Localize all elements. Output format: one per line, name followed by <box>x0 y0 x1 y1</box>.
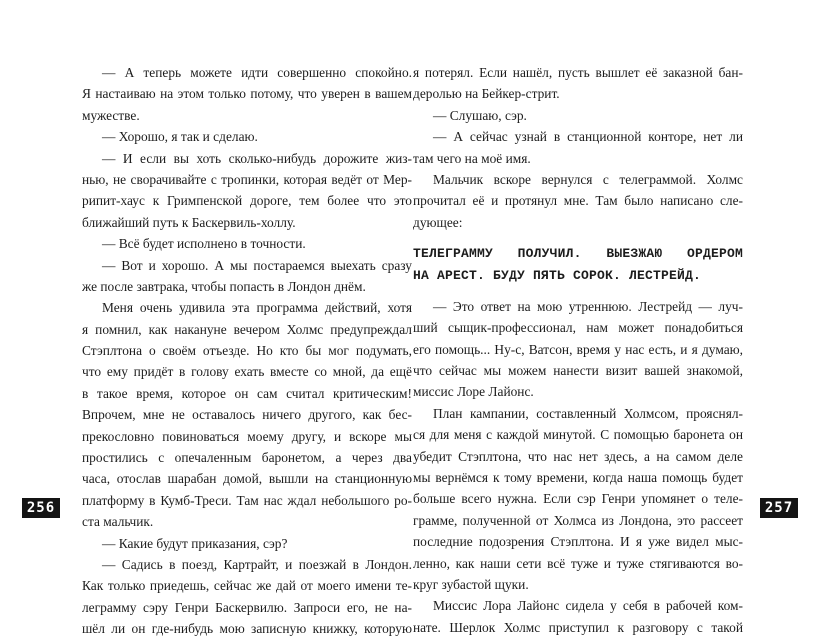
text-line: круг зубастой щуки. <box>413 576 529 592</box>
text-line: убедит Стэплтона, что нас нет здесь, а на самом деле <box>413 448 743 464</box>
text-line: прекословно повиноваться моему другу, и вскоре мы <box>82 428 412 444</box>
text-line: Впрочем, мне не оставалось ничего другого, как бес- <box>82 407 412 423</box>
left-page-number: 256 <box>22 498 60 518</box>
text-line: я потерял. Если нашёл, пусть вышлет её заказной бан- <box>413 65 743 80</box>
telegram-line: НА АРЕСТ. БУДУ ПЯТЬ СОРОК. ЛЕСТРЕЙД. <box>413 267 702 283</box>
text-line: ший сыщик-профессионал, нам может понадобиться <box>413 320 743 336</box>
text-line: — И если вы хоть сколько-нибудь дорожите жиз- <box>102 150 412 166</box>
text-line: его помощь... Ну-с, Ватсон, время у нас есть, и я думаю, <box>413 341 743 357</box>
text-line: простились с опечаленным баронетом, а через два <box>82 450 412 466</box>
text-line: — Хорошо, я так и сделаю. <box>102 129 258 145</box>
telegram-line: ТЕЛЕГРАММУ ПОЛУЧИЛ. ВЫЕЗЖАЮ ОРДЕРОМ <box>413 246 743 262</box>
spacer <box>413 233 743 243</box>
text-line: ся для меня с каждой минутой. С помощью баронета он <box>413 427 743 443</box>
text-line: платформу в Кумб-Треси. Там нас ждал небольшого ро- <box>82 492 412 508</box>
text-line: прочитал её и протянул мне. Там было написано сле- <box>413 193 743 209</box>
text-line: же после завтрака, чтобы попасть в Лондон днём. <box>82 278 366 294</box>
text-line: больше всего нужна. Если сэр Генри упомянет о теле- <box>413 491 743 507</box>
text-line: — Это ответ на мою утреннюю. Лестрейд — луч- <box>433 298 743 314</box>
text-line: что ему придёт в голову ехать вместе со мной, да ещё <box>82 364 412 380</box>
text-line: деролью на Бейкер-стрит. <box>413 86 560 102</box>
text-line: ста мальчик. <box>82 514 154 530</box>
text-line: шёл ли он где-нибудь мою записную книжку, которую <box>82 621 412 637</box>
text-line: что сейчас мы можем нанести визит вашей знакомой, <box>413 363 743 379</box>
text-line: нате. Шерлок Холмс приступил к разговору с такой <box>413 619 743 635</box>
text-line: — А сейчас узнай в станционной конторе, нет ли <box>433 129 743 145</box>
text-line: миссис Лоре Лайонс. <box>413 384 534 400</box>
text-line: — А теперь можете идти совершенно спокойно. <box>102 65 412 80</box>
text-line: нью, не сворачивайте с тропинки, которая ведёт от Мер- <box>82 171 412 187</box>
text-line: План кампании, составленный Холмсом, прояснял- <box>433 405 743 421</box>
right-page <box>413 62 743 638</box>
text-line: — Всё будет исполнено в точности. <box>102 236 306 252</box>
text-line: леграмму сэру Генри Баскервилю. Запроси его, не на- <box>82 599 412 615</box>
text-line: Меня очень удивила эта программа действий, хотя <box>102 300 412 316</box>
text-line: часа, отослав шарабан домой, вышли на станционную <box>82 471 412 487</box>
text-line: грамме, полученной от Холмса из Лондона, это рассеет <box>413 512 743 528</box>
right-page-number: 257 <box>760 498 798 518</box>
text-line: рипит-хаус к Гримпенской дороге, тем более что это <box>82 193 412 209</box>
text-line: — Вот и хорошо. А мы постараемся выехать сразу <box>102 257 412 273</box>
text-line: Миссис Лора Лайонс сидела у себя в рабочей ком- <box>433 598 743 614</box>
text-line: — Садись в поезд, Картрайт, и поезжай в Лондон. <box>102 556 412 572</box>
text-line: ближайший путь к Баскервиль-холлу. <box>82 214 296 230</box>
text-line: — Слушаю, сэр. <box>433 107 527 123</box>
text-line: мы вернёмся к тому времени, когда наша помощь будет <box>413 470 743 486</box>
text-line: я помнил, как накануне вечером Холмс предупреждал <box>82 321 412 337</box>
text-line: мужестве. <box>82 107 140 123</box>
text-line: Мальчик вскоре вернулся с телеграммой. Холмс <box>433 171 743 187</box>
text-line: там чего на моё имя. <box>413 150 531 166</box>
text-line: последние подозрения Стэплтона. И я уже видел мыс- <box>413 534 743 550</box>
spacer <box>413 286 743 296</box>
text-line: в такое время, которое он сам считал критическим! <box>82 385 412 401</box>
text-line: Как только приедешь, сейчас же дай от моего имени те- <box>82 578 412 594</box>
text-line: Я настаиваю на этом только потому, что уверен в вашем <box>82 86 412 102</box>
left-page <box>82 62 412 640</box>
text-line: ленно, как наши сети всё туже и туже стягиваются во- <box>413 555 743 571</box>
text-line: — Какие будут приказания, сэр? <box>102 535 288 551</box>
text-line: дующее: <box>413 214 463 230</box>
text-line: Стэплтона о своём отъезде. Но кто бы мог подумать, <box>82 343 412 359</box>
